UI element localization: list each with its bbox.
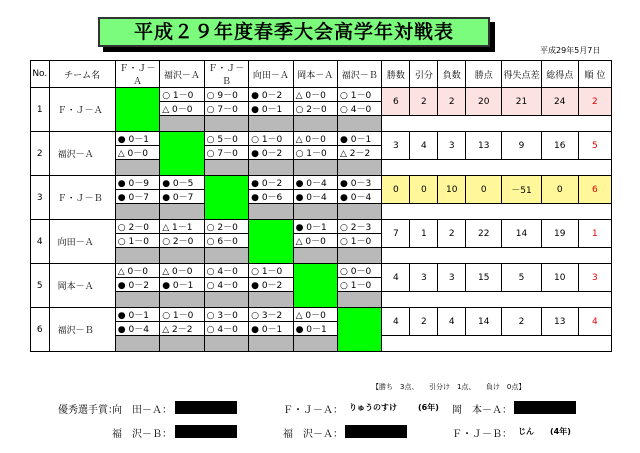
header-opp-4: 向田－Ａ (249, 61, 293, 88)
match-result-1: ○ 9－0 (204, 88, 248, 102)
page-title: 平成２９年度春季大会高学年対戦表 (98, 17, 490, 47)
award-b1-team: 福 沢－Ｂ： (112, 429, 172, 440)
match-spacer-cell (293, 336, 337, 352)
match-spacer-cell (293, 248, 337, 264)
match-result-1: ○ 1－0 (160, 308, 204, 322)
self-match-cell (115, 88, 159, 132)
match-result-2: ○ 1－0 (338, 234, 382, 248)
match-spacer-cell (115, 160, 159, 176)
match-spacer-cell (204, 336, 248, 352)
team-row (31, 220, 612, 234)
match-result-1: △ 0－0 (293, 308, 337, 322)
total-goals-value: 24 (541, 88, 578, 116)
team-row (31, 176, 612, 190)
match-result-2: ○ 2－0 (293, 102, 337, 116)
match-result-1: △ 0－0 (293, 88, 337, 102)
self-match-cell (204, 176, 248, 220)
match-result-1: ● 0－4 (293, 176, 337, 190)
award-a2-grade: (6年) (418, 403, 439, 412)
match-result-1: ○ 3－0 (204, 308, 248, 322)
match-result-1: △ 0－0 (160, 264, 204, 278)
team-row (31, 264, 612, 278)
team-name: 福沢－Ｂ (49, 308, 115, 352)
wins-value: 3 (382, 132, 410, 160)
match-table (30, 60, 612, 352)
team-row-spacer (31, 248, 612, 264)
award-b3-team: Ｆ・Ｊ－Ｂ： (452, 429, 512, 440)
team-row-spacer (31, 204, 612, 220)
points-value: 15 (466, 264, 502, 292)
match-result-1: △ 1－1 (160, 220, 204, 234)
awards-label: 優秀選手賞： (58, 405, 118, 416)
match-result-1: △ 0－0 (293, 132, 337, 146)
header-losses: 負数 (438, 61, 466, 88)
match-result-1: ○ 1－0 (249, 264, 293, 278)
match-result-2: ○ 4－0 (338, 102, 382, 116)
rank-value: 3 (578, 264, 611, 292)
match-result-1: ○ 2－0 (204, 220, 248, 234)
match-result-1: ● 0－1 (293, 220, 337, 234)
rank-value: 5 (578, 132, 611, 160)
match-result-1: ● 0－1 (115, 308, 159, 322)
match-result-2: ○ 6－0 (204, 234, 248, 248)
losses-value: 2 (438, 88, 466, 116)
self-match-cell (338, 308, 382, 352)
total-goals-value: 10 (541, 264, 578, 292)
stats-spacer-cell (382, 204, 612, 220)
award-a3-redacted (514, 401, 576, 414)
match-spacer-cell (249, 160, 293, 176)
header-no: No. (31, 61, 50, 88)
match-spacer-cell (249, 336, 293, 352)
match-result-2: △ 2－2 (160, 322, 204, 336)
goal-diff-value: 21 (502, 88, 541, 116)
match-spacer-cell (160, 248, 204, 264)
award-a3-team: 岡 本－Ａ： (452, 405, 512, 416)
points-value: 0 (466, 176, 502, 204)
goal-diff-value: －51 (502, 176, 541, 204)
match-result-1: ○ 1－0 (249, 132, 293, 146)
team-name: 岡本－Ａ (49, 264, 115, 308)
match-spacer-cell (115, 248, 159, 264)
match-result-2: △ 0－0 (160, 102, 204, 116)
stats-spacer-cell (382, 248, 612, 264)
header-points: 勝点 (466, 61, 502, 88)
header-opp-6: 福沢－Ｂ (338, 61, 382, 88)
award-b2-team: 福 沢－Ａ： (283, 429, 343, 440)
award-a1-redacted (175, 401, 237, 414)
match-result-2: ● 0－1 (249, 322, 293, 336)
rank-value: 4 (578, 308, 611, 336)
match-spacer-cell (160, 336, 204, 352)
header-wins: 勝数 (382, 61, 410, 88)
match-result-2: ● 0－1 (293, 322, 337, 336)
draws-value: 3 (410, 264, 438, 292)
team-number: 2 (31, 132, 50, 176)
match-result-2: △ 0－0 (293, 234, 337, 248)
match-result-1: ● 0－2 (249, 88, 293, 102)
draws-value: 4 (410, 132, 438, 160)
match-result-2: ○ 4－0 (204, 322, 248, 336)
header-team: チーム名 (49, 61, 115, 88)
award-b2-redacted (345, 425, 407, 438)
match-result-2: ● 0－2 (249, 146, 293, 160)
match-result-1: ○ 2－0 (115, 220, 159, 234)
match-spacer-cell (204, 292, 248, 308)
match-result-2: ○ 7－0 (204, 146, 248, 160)
wins-value: 4 (382, 264, 410, 292)
match-result-1: ● 0－2 (249, 176, 293, 190)
award-b1-redacted (175, 425, 237, 438)
points-value: 20 (466, 88, 502, 116)
wins-value: 4 (382, 308, 410, 336)
draws-value: 2 (410, 308, 438, 336)
match-spacer-cell (293, 204, 337, 220)
award-a2-name: りゅうのすけ (349, 403, 397, 412)
match-spacer-cell (338, 116, 382, 132)
draws-value: 2 (410, 88, 438, 116)
team-name: 福沢－Ａ (49, 132, 115, 176)
team-number: 1 (31, 88, 50, 132)
match-result-1: ○ 3－2 (249, 308, 293, 322)
losses-value: 3 (438, 264, 466, 292)
total-goals-value: 0 (541, 176, 578, 204)
points-value: 13 (466, 132, 502, 160)
goal-diff-value: 9 (502, 132, 541, 160)
rank-value: 1 (578, 220, 611, 248)
match-spacer-cell (115, 336, 159, 352)
match-result-1: ○ 2－3 (338, 220, 382, 234)
match-result-2: ● 0－7 (115, 190, 159, 204)
header-opp-2: 福沢－Ａ (160, 61, 204, 88)
match-spacer-cell (115, 204, 159, 220)
total-goals-value: 13 (541, 308, 578, 336)
goal-diff-value: 5 (502, 264, 541, 292)
goal-diff-value: 2 (502, 308, 541, 336)
match-result-2: ● 0－4 (338, 190, 382, 204)
match-spacer-cell (293, 116, 337, 132)
match-spacer-cell (160, 292, 204, 308)
stats-spacer-cell (382, 160, 612, 176)
match-result-2: △ 2－2 (338, 146, 382, 160)
header-goal-diff: 得失点差 (502, 61, 541, 88)
team-row-spacer (31, 336, 612, 352)
total-goals-value: 16 (541, 132, 578, 160)
match-spacer-cell (249, 292, 293, 308)
match-spacer-cell (338, 248, 382, 264)
stats-spacer-cell (382, 292, 612, 308)
match-result-2: ● 0－1 (249, 102, 293, 116)
self-match-cell (293, 264, 337, 308)
team-row (31, 88, 612, 102)
date-label: 平成29年5月7日 (540, 46, 601, 55)
match-result-1: ● 0－1 (338, 132, 382, 146)
team-number: 6 (31, 308, 50, 352)
team-name: Ｆ・Ｊ－Ａ (49, 88, 115, 132)
team-number: 3 (31, 176, 50, 220)
match-result-2: ○ 1－0 (338, 278, 382, 292)
team-name: Ｆ・Ｊ－Ｂ (49, 176, 115, 220)
header-opp-3: Ｆ・Ｊ－Ｂ (204, 61, 248, 88)
match-spacer-cell (338, 292, 382, 308)
losses-value: 4 (438, 308, 466, 336)
match-spacer-cell (204, 116, 248, 132)
team-name: 向田－Ａ (49, 220, 115, 264)
header-rank: 順 位 (578, 61, 611, 88)
match-result-1: △ 0－0 (115, 264, 159, 278)
match-spacer-cell (160, 204, 204, 220)
award-b3-grade: (4年) (550, 427, 571, 436)
team-row (31, 308, 612, 322)
wins-value: 0 (382, 176, 410, 204)
match-result-1: ● 0－5 (160, 176, 204, 190)
rank-value: 2 (578, 88, 611, 116)
losses-value: 3 (438, 132, 466, 160)
header-opp-1: Ｆ・Ｊ－Ａ (115, 61, 159, 88)
match-spacer-cell (160, 116, 204, 132)
wins-value: 6 (382, 88, 410, 116)
losses-value: 10 (438, 176, 466, 204)
match-result-2: ● 0－2 (249, 278, 293, 292)
team-row (31, 132, 612, 146)
match-spacer-cell (249, 204, 293, 220)
self-match-cell (249, 220, 293, 264)
match-spacer-cell (115, 292, 159, 308)
match-result-1: ○ 1－0 (160, 88, 204, 102)
match-result-2: ○ 1－0 (115, 234, 159, 248)
match-result-1: ○ 5－0 (204, 132, 248, 146)
total-goals-value: 19 (541, 220, 578, 248)
match-spacer-cell (204, 160, 248, 176)
match-spacer-cell (338, 204, 382, 220)
award-b3-name: じん (518, 427, 534, 436)
match-result-1: ● 0－1 (115, 132, 159, 146)
match-spacer-cell (204, 248, 248, 264)
award-a1-team: 向 田－Ａ： (112, 405, 172, 416)
header-row (31, 61, 612, 88)
match-result-2: ● 0－4 (115, 322, 159, 336)
losses-value: 2 (438, 220, 466, 248)
match-result-2: ○ 7－0 (204, 102, 248, 116)
match-result-1: ● 0－9 (115, 176, 159, 190)
stats-spacer-cell (382, 336, 612, 352)
rank-value: 6 (578, 176, 611, 204)
match-result-1: ● 0－3 (338, 176, 382, 190)
match-spacer-cell (338, 160, 382, 176)
team-number: 4 (31, 220, 50, 264)
self-match-cell (160, 132, 204, 176)
match-spacer-cell (249, 116, 293, 132)
match-result-2: ● 0－1 (160, 278, 204, 292)
match-result-2: ● 0－7 (160, 190, 204, 204)
match-result-1: ○ 0－0 (338, 264, 382, 278)
match-result-2: △ 0－0 (115, 146, 159, 160)
match-result-2: ○ 2－0 (160, 234, 204, 248)
header-total-goals: 総得点 (541, 61, 578, 88)
match-result-1: ○ 4－0 (204, 264, 248, 278)
team-number: 5 (31, 264, 50, 308)
award-a2-team: Ｆ・Ｊ－Ａ： (283, 405, 343, 416)
match-result-2: ○ 4－0 (204, 278, 248, 292)
header-opp-5: 岡本－Ａ (293, 61, 337, 88)
points-value: 22 (466, 220, 502, 248)
points-value: 14 (466, 308, 502, 336)
stats-spacer-cell (382, 116, 612, 132)
wins-value: 7 (382, 220, 410, 248)
match-result-2: ● 0－2 (115, 278, 159, 292)
draws-value: 0 (410, 176, 438, 204)
points-legend: 【勝ち 3点、 引分け 1点、 負け 0点】 (372, 383, 526, 391)
match-result-2: ○ 1－0 (293, 146, 337, 160)
goal-diff-value: 14 (502, 220, 541, 248)
team-row-spacer (31, 160, 612, 176)
header-draws: 引分 (410, 61, 438, 88)
match-result-2: ● 0－6 (249, 190, 293, 204)
draws-value: 1 (410, 220, 438, 248)
match-result-2: ● 0－4 (293, 190, 337, 204)
match-result-1: ○ 1－0 (338, 88, 382, 102)
match-spacer-cell (293, 160, 337, 176)
